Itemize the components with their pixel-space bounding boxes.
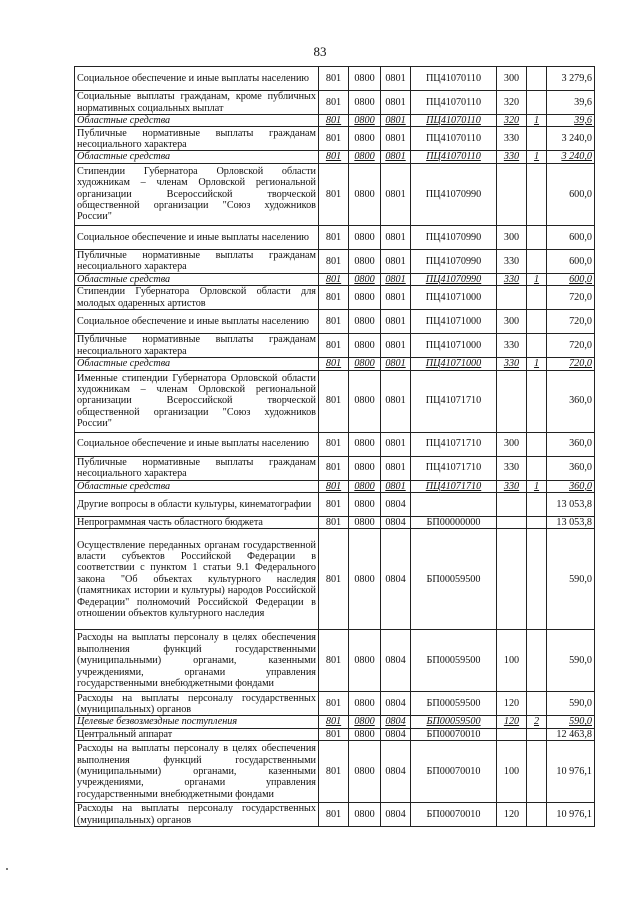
row-subsection-code: 0804 bbox=[381, 803, 411, 827]
row-section-code: 0800 bbox=[349, 517, 381, 529]
row-source-code bbox=[527, 432, 547, 456]
row-ved-code: 801 bbox=[319, 91, 349, 115]
row-amount: 360,0 bbox=[547, 432, 595, 456]
row-ved-code: 801 bbox=[319, 67, 349, 91]
row-subsection-code: 0801 bbox=[381, 273, 411, 285]
row-name: Расходы на выплаты персоналу в целях обеспечения выполнения функций государственными (муниципальными) органами, казенными учреждениями, органами управления государственными внебюджетными фондами bbox=[75, 630, 319, 692]
row-name: Центральный аппарат bbox=[75, 728, 319, 740]
table-row bbox=[75, 370, 595, 432]
row-target-article bbox=[411, 493, 497, 517]
row-subsection-code: 0804 bbox=[381, 493, 411, 517]
row-subsection-code: 0801 bbox=[381, 358, 411, 370]
row-name: Социальное обеспечение и иные выплаты населению bbox=[75, 432, 319, 456]
row-ved-code: 801 bbox=[319, 127, 349, 151]
table-row bbox=[75, 225, 595, 249]
row-target-article: БП00059500 bbox=[411, 630, 497, 692]
row-expense-type: 330 bbox=[497, 249, 527, 273]
row-subsection-code: 0801 bbox=[381, 225, 411, 249]
row-ved-code: 801 bbox=[319, 529, 349, 630]
row-source-code bbox=[527, 310, 547, 334]
row-section-code: 0800 bbox=[349, 67, 381, 91]
row-source-code bbox=[527, 493, 547, 517]
row-section-code: 0800 bbox=[349, 334, 381, 358]
row-subsection-code: 0801 bbox=[381, 480, 411, 492]
row-expense-type: 300 bbox=[497, 310, 527, 334]
row-source-code bbox=[527, 163, 547, 225]
row-target-article: ПЦ41071000 bbox=[411, 334, 497, 358]
row-section-code: 0800 bbox=[349, 115, 381, 127]
row-expense-type: 330 bbox=[497, 480, 527, 492]
row-name: Стипендии Губернатора Орловской области для молодых одаренных артистов bbox=[75, 286, 319, 310]
row-ved-code: 801 bbox=[319, 456, 349, 480]
row-name: Расходы на выплаты персоналу в целях обеспечения выполнения функций государственными (муниципальными) органами, казенными учреждениями, органами управления государственными внебюджетными фондами bbox=[75, 741, 319, 803]
row-ved-code: 801 bbox=[319, 249, 349, 273]
row-name: Публичные нормативные выплаты гражданам несоциального характера bbox=[75, 334, 319, 358]
table-row bbox=[75, 480, 595, 492]
row-name: Областные средства bbox=[75, 273, 319, 285]
row-target-article: БП00070010 bbox=[411, 803, 497, 827]
table-row bbox=[75, 529, 595, 630]
row-ved-code: 801 bbox=[319, 273, 349, 285]
row-section-code: 0800 bbox=[349, 273, 381, 285]
row-source-code: 2 bbox=[527, 716, 547, 728]
row-section-code: 0800 bbox=[349, 493, 381, 517]
row-target-article: ПЦ41070110 bbox=[411, 151, 497, 163]
row-source-code bbox=[527, 286, 547, 310]
row-expense-type: 320 bbox=[497, 115, 527, 127]
row-section-code: 0800 bbox=[349, 480, 381, 492]
row-expense-type bbox=[497, 163, 527, 225]
row-subsection-code: 0801 bbox=[381, 456, 411, 480]
row-amount: 720,0 bbox=[547, 286, 595, 310]
row-ved-code: 801 bbox=[319, 741, 349, 803]
row-amount: 360,0 bbox=[547, 370, 595, 432]
row-subsection-code: 0804 bbox=[381, 630, 411, 692]
row-subsection-code: 0801 bbox=[381, 432, 411, 456]
page-number: 83 bbox=[313, 44, 327, 59]
row-amount: 13 053,8 bbox=[547, 517, 595, 529]
row-ved-code: 801 bbox=[319, 630, 349, 692]
row-target-article: ПЦ41070990 bbox=[411, 273, 497, 285]
row-section-code: 0800 bbox=[349, 370, 381, 432]
row-ved-code: 801 bbox=[319, 370, 349, 432]
row-target-article: ПЦ41070110 bbox=[411, 67, 497, 91]
table-row bbox=[75, 334, 595, 358]
row-name: Социальные выплаты гражданам, кроме публичных нормативных социальных выплат bbox=[75, 91, 319, 115]
row-source-code bbox=[527, 728, 547, 740]
row-expense-type: 100 bbox=[497, 630, 527, 692]
row-ved-code: 801 bbox=[319, 728, 349, 740]
row-section-code: 0800 bbox=[349, 249, 381, 273]
row-target-article: ПЦ41070990 bbox=[411, 163, 497, 225]
table-row bbox=[75, 716, 595, 728]
row-expense-type: 330 bbox=[497, 151, 527, 163]
row-target-article: БП00070010 bbox=[411, 728, 497, 740]
row-expense-type bbox=[497, 370, 527, 432]
table-row bbox=[75, 741, 595, 803]
row-target-article: ПЦ41070110 bbox=[411, 91, 497, 115]
table-row bbox=[75, 456, 595, 480]
table-row bbox=[75, 115, 595, 127]
row-target-article: ПЦ41071710 bbox=[411, 480, 497, 492]
row-expense-type: 330 bbox=[497, 358, 527, 370]
row-amount: 720,0 bbox=[547, 358, 595, 370]
row-source-code bbox=[527, 225, 547, 249]
row-amount: 600,0 bbox=[547, 273, 595, 285]
row-target-article: ПЦ41071000 bbox=[411, 286, 497, 310]
row-name: Публичные нормативные выплаты гражданам несоциального характера bbox=[75, 127, 319, 151]
row-source-code bbox=[527, 692, 547, 716]
row-subsection-code: 0801 bbox=[381, 91, 411, 115]
row-section-code: 0800 bbox=[349, 716, 381, 728]
row-section-code: 0800 bbox=[349, 358, 381, 370]
row-target-article: БП00059500 bbox=[411, 529, 497, 630]
row-name: Областные средства bbox=[75, 358, 319, 370]
row-section-code: 0800 bbox=[349, 432, 381, 456]
row-source-code bbox=[527, 803, 547, 827]
row-name: Непрограммная часть областного бюджета bbox=[75, 517, 319, 529]
row-ved-code: 801 bbox=[319, 432, 349, 456]
table-row bbox=[75, 517, 595, 529]
row-target-article: ПЦ41070990 bbox=[411, 225, 497, 249]
row-source-code bbox=[527, 249, 547, 273]
row-section-code: 0800 bbox=[349, 127, 381, 151]
row-section-code: 0800 bbox=[349, 163, 381, 225]
row-source-code: 1 bbox=[527, 358, 547, 370]
row-ved-code: 801 bbox=[319, 115, 349, 127]
row-subsection-code: 0801 bbox=[381, 370, 411, 432]
row-name: Стипендии Губернатора Орловской области художникам – членам Орловской региональной организации Всероссийской творческой общественной организации "Союз художников России" bbox=[75, 163, 319, 225]
table-row bbox=[75, 432, 595, 456]
row-name: Социальное обеспечение и иные выплаты населению bbox=[75, 225, 319, 249]
row-target-article: ПЦ41071710 bbox=[411, 456, 497, 480]
row-amount: 600,0 bbox=[547, 225, 595, 249]
row-ved-code: 801 bbox=[319, 286, 349, 310]
row-ved-code: 801 bbox=[319, 334, 349, 358]
row-name: Целевые безвозмездные поступления bbox=[75, 716, 319, 728]
table-row bbox=[75, 358, 595, 370]
row-amount: 590,0 bbox=[547, 692, 595, 716]
row-subsection-code: 0804 bbox=[381, 728, 411, 740]
row-subsection-code: 0801 bbox=[381, 286, 411, 310]
row-source-code bbox=[527, 334, 547, 358]
row-amount: 600,0 bbox=[547, 249, 595, 273]
row-subsection-code: 0801 bbox=[381, 310, 411, 334]
row-ved-code: 801 bbox=[319, 716, 349, 728]
row-section-code: 0800 bbox=[349, 803, 381, 827]
row-section-code: 0800 bbox=[349, 630, 381, 692]
row-section-code: 0800 bbox=[349, 225, 381, 249]
row-target-article: ПЦ41071710 bbox=[411, 370, 497, 432]
row-name: Другие вопросы в области культуры, кинематографии bbox=[75, 493, 319, 517]
table-row bbox=[75, 728, 595, 740]
row-amount: 12 463,8 bbox=[547, 728, 595, 740]
row-amount: 3 240,0 bbox=[547, 151, 595, 163]
row-target-article: ПЦ41071000 bbox=[411, 358, 497, 370]
row-ved-code: 801 bbox=[319, 692, 349, 716]
row-expense-type: 320 bbox=[497, 91, 527, 115]
row-expense-type: 300 bbox=[497, 67, 527, 91]
table-row bbox=[75, 163, 595, 225]
row-amount: 600,0 bbox=[547, 163, 595, 225]
row-subsection-code: 0804 bbox=[381, 692, 411, 716]
row-source-code: 1 bbox=[527, 273, 547, 285]
row-target-article: БП00000000 bbox=[411, 517, 497, 529]
row-source-code bbox=[527, 517, 547, 529]
row-name: Публичные нормативные выплаты гражданам несоциального характера bbox=[75, 249, 319, 273]
row-amount: 360,0 bbox=[547, 480, 595, 492]
row-subsection-code: 0801 bbox=[381, 151, 411, 163]
row-ved-code: 801 bbox=[319, 803, 349, 827]
row-amount: 590,0 bbox=[547, 716, 595, 728]
row-subsection-code: 0801 bbox=[381, 67, 411, 91]
row-subsection-code: 0801 bbox=[381, 334, 411, 358]
row-expense-type: 120 bbox=[497, 803, 527, 827]
row-expense-type: 330 bbox=[497, 127, 527, 151]
row-source-code bbox=[527, 127, 547, 151]
row-expense-type: 330 bbox=[497, 334, 527, 358]
row-amount: 3 240,0 bbox=[547, 127, 595, 151]
table-row bbox=[75, 310, 595, 334]
row-expense-type bbox=[497, 493, 527, 517]
table-row bbox=[75, 286, 595, 310]
row-source-code: 1 bbox=[527, 480, 547, 492]
row-subsection-code: 0804 bbox=[381, 529, 411, 630]
row-subsection-code: 0801 bbox=[381, 127, 411, 151]
row-ved-code: 801 bbox=[319, 151, 349, 163]
row-section-code: 0800 bbox=[349, 529, 381, 630]
row-expense-type bbox=[497, 728, 527, 740]
row-ved-code: 801 bbox=[319, 163, 349, 225]
row-section-code: 0800 bbox=[349, 151, 381, 163]
row-name: Социальное обеспечение и иные выплаты населению bbox=[75, 310, 319, 334]
row-amount: 39,6 bbox=[547, 91, 595, 115]
row-subsection-code: 0801 bbox=[381, 249, 411, 273]
row-name: Публичные нормативные выплаты гражданам несоциального характера bbox=[75, 456, 319, 480]
row-ved-code: 801 bbox=[319, 480, 349, 492]
row-amount: 590,0 bbox=[547, 630, 595, 692]
row-name: Областные средства bbox=[75, 151, 319, 163]
row-subsection-code: 0804 bbox=[381, 716, 411, 728]
table-row bbox=[75, 67, 595, 91]
row-name: Областные средства bbox=[75, 480, 319, 492]
row-section-code: 0800 bbox=[349, 728, 381, 740]
row-source-code bbox=[527, 456, 547, 480]
row-amount: 10 976,1 bbox=[547, 741, 595, 803]
row-section-code: 0800 bbox=[349, 741, 381, 803]
row-amount: 39,6 bbox=[547, 115, 595, 127]
row-ved-code: 801 bbox=[319, 310, 349, 334]
row-source-code bbox=[527, 370, 547, 432]
row-source-code: 1 bbox=[527, 151, 547, 163]
row-expense-type: 120 bbox=[497, 692, 527, 716]
row-amount: 360,0 bbox=[547, 456, 595, 480]
row-name: Расходы на выплаты персоналу государственных (муниципальных) органов bbox=[75, 692, 319, 716]
row-section-code: 0800 bbox=[349, 456, 381, 480]
budget-table bbox=[74, 66, 595, 827]
row-source-code bbox=[527, 67, 547, 91]
row-amount: 13 053,8 bbox=[547, 493, 595, 517]
row-name: Осуществление переданных органам государственной власти субъектов Российской Федерации в соответствии с пунктом 1 статьи 9.1 Федерального закона "Об объектах культурного наследия (памятниках истории и культуры) народов Российской Федерации" полномочий Российской Федерации в отношении объектов культурного наследия bbox=[75, 529, 319, 630]
row-expense-type bbox=[497, 529, 527, 630]
budget-table-body bbox=[75, 67, 595, 827]
row-amount: 3 279,6 bbox=[547, 67, 595, 91]
table-row bbox=[75, 151, 595, 163]
row-amount: 720,0 bbox=[547, 310, 595, 334]
row-subsection-code: 0804 bbox=[381, 741, 411, 803]
row-section-code: 0800 bbox=[349, 310, 381, 334]
row-section-code: 0800 bbox=[349, 692, 381, 716]
row-target-article: ПЦ41071000 bbox=[411, 310, 497, 334]
row-ved-code: 801 bbox=[319, 225, 349, 249]
row-section-code: 0800 bbox=[349, 91, 381, 115]
row-target-article: БП00070010 bbox=[411, 741, 497, 803]
table-row bbox=[75, 630, 595, 692]
row-source-code: 1 bbox=[527, 115, 547, 127]
table-row bbox=[75, 493, 595, 517]
row-subsection-code: 0801 bbox=[381, 115, 411, 127]
row-subsection-code: 0804 bbox=[381, 517, 411, 529]
table-row bbox=[75, 249, 595, 273]
row-name: Социальное обеспечение и иные выплаты населению bbox=[75, 67, 319, 91]
table-row bbox=[75, 692, 595, 716]
row-target-article: ПЦ41070990 bbox=[411, 249, 497, 273]
row-amount: 10 976,1 bbox=[547, 803, 595, 827]
row-name: Расходы на выплаты персоналу государственных (муниципальных) органов bbox=[75, 803, 319, 827]
row-ved-code: 801 bbox=[319, 358, 349, 370]
row-source-code bbox=[527, 529, 547, 630]
row-expense-type: 300 bbox=[497, 432, 527, 456]
table-row bbox=[75, 273, 595, 285]
row-name: Областные средства bbox=[75, 115, 319, 127]
row-section-code: 0800 bbox=[349, 286, 381, 310]
row-expense-type: 330 bbox=[497, 456, 527, 480]
row-ved-code: 801 bbox=[319, 517, 349, 529]
row-source-code bbox=[527, 630, 547, 692]
row-expense-type: 120 bbox=[497, 716, 527, 728]
row-source-code bbox=[527, 741, 547, 803]
row-subsection-code: 0801 bbox=[381, 163, 411, 225]
row-expense-type bbox=[497, 286, 527, 310]
row-expense-type: 100 bbox=[497, 741, 527, 803]
margin-mark bbox=[6, 868, 8, 870]
table-row bbox=[75, 127, 595, 151]
table-row bbox=[75, 91, 595, 115]
row-expense-type: 300 bbox=[497, 225, 527, 249]
row-expense-type: 330 bbox=[497, 273, 527, 285]
row-target-article: ПЦ41071710 bbox=[411, 432, 497, 456]
table-row bbox=[75, 803, 595, 827]
row-target-article: БП00059500 bbox=[411, 716, 497, 728]
row-source-code bbox=[527, 91, 547, 115]
row-ved-code: 801 bbox=[319, 493, 349, 517]
row-target-article: БП00059500 bbox=[411, 692, 497, 716]
row-target-article: ПЦ41070110 bbox=[411, 127, 497, 151]
row-amount: 590,0 bbox=[547, 529, 595, 630]
row-expense-type bbox=[497, 517, 527, 529]
row-amount: 720,0 bbox=[547, 334, 595, 358]
row-target-article: ПЦ41070110 bbox=[411, 115, 497, 127]
row-name: Именные стипендии Губернатора Орловской области художникам – членам Орловской региональной организации Всероссийской творческой общественной организации "Союз художников России" bbox=[75, 370, 319, 432]
